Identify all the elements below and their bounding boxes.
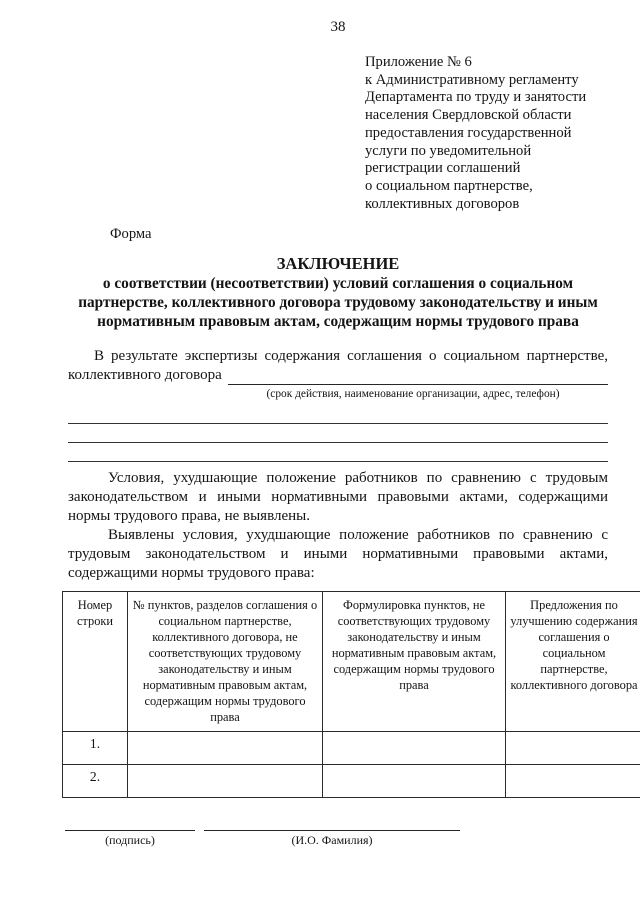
- appendix-line: услуги по уведомительной: [365, 142, 532, 159]
- intro-text-prefix: коллективного договора: [68, 366, 222, 383]
- appendix-line: к Административному регламенту: [365, 71, 579, 88]
- table-header-row: [63, 591, 640, 731]
- empty-cell: [128, 731, 323, 764]
- table-row: [63, 731, 640, 764]
- name-field: [204, 830, 460, 848]
- fill-in-underline: [228, 370, 608, 385]
- intro-paragraph: [68, 347, 608, 401]
- name-label: (И.О. Фамилия): [291, 832, 373, 847]
- appendix-line: Приложение № 6: [365, 54, 472, 70]
- fill-in-caption: (срок действия, наименование организации, адрес, телефон): [266, 387, 560, 400]
- header-points: № пунктов, разделов соглашения о социальном партнерстве, коллективного договора, не соответствующих трудовому законодательству и иным нормативным правовым актам, содержащим нормы трудового права: [128, 591, 323, 731]
- signature-line: [65, 830, 195, 831]
- signature-label: (подпись): [105, 832, 155, 847]
- paragraph-no-violations: Условия, ухудшающие положение работников по сравнению с трудовым законодательством и иными нормативными правовыми актами, содержащими нормы трудового права, не выявлены.: [68, 469, 608, 524]
- empty-cell: [506, 764, 640, 797]
- form-label: Форма: [110, 226, 152, 243]
- header-proposals: Предложения по улучшению содержания соглашения о социальном партнерстве, коллективного договора: [506, 591, 640, 731]
- appendix-line: коллективных договоров: [365, 195, 520, 212]
- fill-in-line: [68, 443, 608, 462]
- empty-cell: [323, 764, 506, 797]
- empty-cell: [323, 731, 506, 764]
- intro-text-line2: [68, 366, 608, 385]
- table-row: [63, 764, 640, 797]
- header-wording: Формулировка пунктов, не соответствующих трудовому законодательству и иным нормативным правовым актам, содержащим нормы трудового права: [323, 591, 506, 731]
- fill-in-line: [68, 424, 608, 443]
- fill-in-line: [68, 405, 608, 424]
- appendix-line: предоставления государственной: [365, 124, 572, 141]
- intro-text-line1: В результате экспертизы содержания соглашения о социальном партнерстве,: [94, 347, 608, 364]
- header-row-number: Номер строки: [63, 591, 128, 731]
- name-line: [204, 830, 460, 831]
- signature-block: [65, 830, 608, 848]
- signature-field: [65, 830, 195, 848]
- document-subtitle: о соответствии (несоответствии) условий соглашения о социальном партнерстве, коллективного договора трудовому законодательству и иным нормативным правовым актам, содержащим нормы трудового права: [78, 275, 598, 330]
- appendix-line: населения Свердловской области: [365, 107, 572, 124]
- appendix-line: Департамента по труду и занятости: [365, 89, 587, 106]
- blank-ruled-lines: [68, 405, 608, 462]
- empty-cell: [506, 731, 640, 764]
- empty-cell: [128, 764, 323, 797]
- row-number-cell: 2.: [63, 764, 128, 797]
- appendix-line: о социальном партнерстве,: [365, 177, 533, 194]
- document-title: ЗАКЛЮЧЕНИЕ: [276, 254, 400, 274]
- page-number: 38: [330, 19, 346, 35]
- appendix-block: [365, 54, 608, 213]
- row-number-cell: 1.: [63, 731, 128, 764]
- appendix-line: регистрации соглашений: [365, 160, 521, 177]
- table-header: [63, 591, 640, 731]
- paragraph-violations-found: Выявлены условия, ухудшающие положение работников по сравнению с трудовым законодательством и иными нормативными правовыми актами, содержащими нормы трудового права:: [68, 526, 608, 581]
- violations-table: [62, 591, 640, 798]
